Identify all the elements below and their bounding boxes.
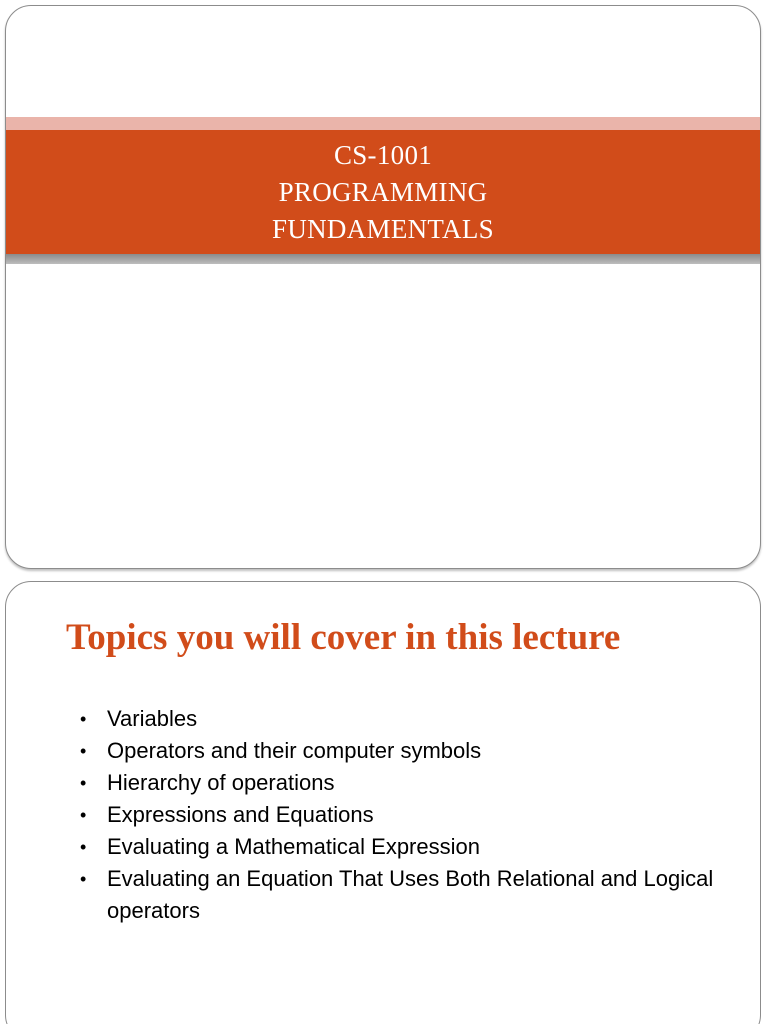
list-item — [80, 767, 720, 799]
bullet-icon: • — [80, 805, 87, 825]
course-code: CS-1001 — [333, 139, 433, 170]
title-slide — [5, 5, 761, 569]
topic-text: Evaluating a Mathematical Expression — [107, 834, 480, 859]
bullet-icon: • — [80, 837, 87, 857]
title-band-top-stripe — [6, 117, 760, 130]
course-title-line-2: FUNDAMENTALS — [272, 213, 494, 244]
topic-text: Operators and their computer symbols — [107, 738, 482, 763]
bullet-icon: • — [80, 741, 87, 761]
course-title-line-1: PROGRAMMING — [278, 176, 488, 207]
topic-text: Evaluating an Equation That Uses Both Relational and Logical operators — [107, 866, 714, 923]
topic-text: Variables — [107, 706, 198, 731]
topics-list — [80, 703, 720, 927]
list-item — [80, 863, 720, 927]
topic-text: Hierarchy of operations — [107, 770, 335, 795]
bullet-icon: • — [80, 773, 87, 793]
title-band-bottom-stripe — [6, 254, 760, 264]
topics-heading: Topics you will cover in this lecture — [66, 617, 621, 658]
list-item — [80, 703, 720, 735]
list-item — [80, 735, 720, 767]
title-band — [6, 130, 760, 254]
bullet-icon: • — [80, 709, 87, 729]
list-item — [80, 799, 720, 831]
topics-slide — [5, 581, 761, 1024]
bullet-icon: • — [80, 869, 87, 889]
topic-text: Expressions and Equations — [107, 802, 374, 827]
list-item — [80, 831, 720, 863]
